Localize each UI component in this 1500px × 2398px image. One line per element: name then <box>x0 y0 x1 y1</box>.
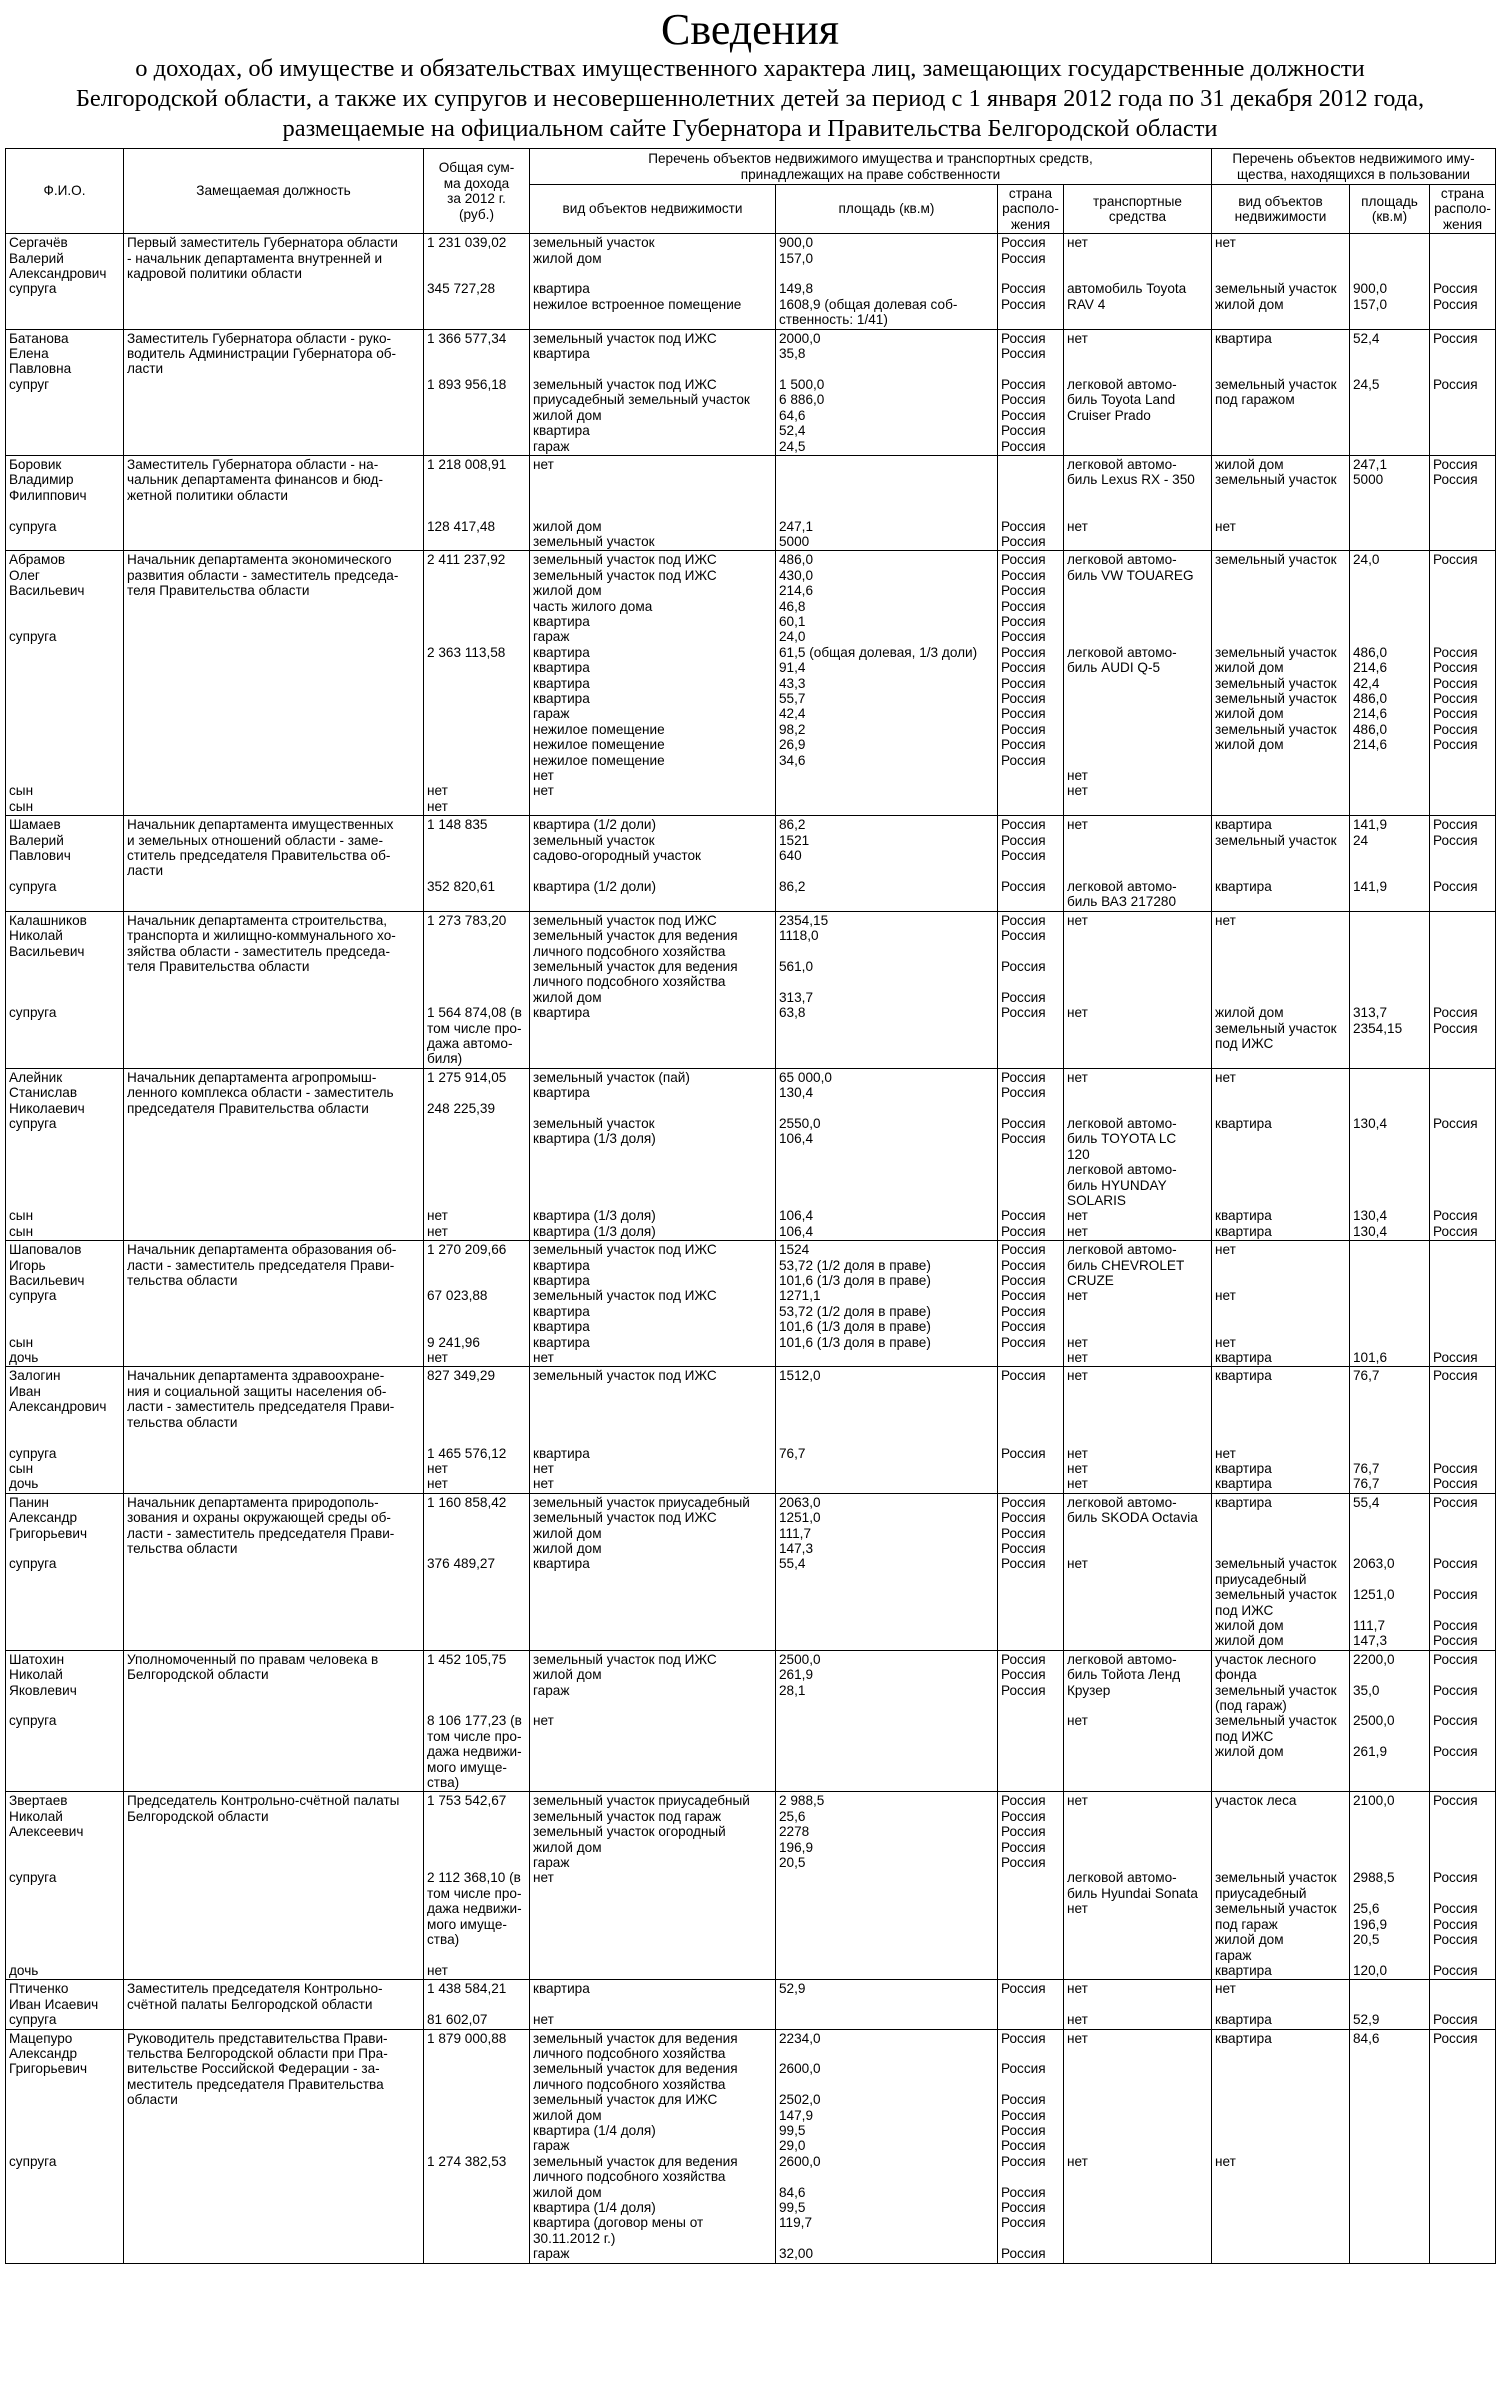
cell-owned-type: земельный участок под ИЖС квартира нет нет <box>530 1367 776 1493</box>
cell-used-area: 76,7 76,7 76,7 <box>1350 1367 1430 1493</box>
cell-position: Начальник департамента природополь- зования и охраны окружающей среды об- ласти - заместитель председателя Прави- тельства области <box>124 1493 424 1650</box>
cell-used-area: 52,4 24,5 <box>1350 329 1430 455</box>
cell-used-type: нет жилой дом земельный участок под ИЖС <box>1212 911 1350 1068</box>
cell-owned-country: Россия Россия Россия Россия <box>998 234 1064 329</box>
cell-used-country: Россия <box>1430 1241 1496 1367</box>
cell-fio: Батанова Елена Павловна супруг <box>6 329 124 455</box>
cell-income: 1 438 584,21 81 602,07 <box>424 1980 530 2029</box>
header-position: Замещаемая должность <box>124 149 424 234</box>
cell-used-country: Россия Россия <box>1430 329 1496 455</box>
cell-vehicles: нет нет нет нет <box>1064 1367 1212 1493</box>
cell-vehicles: нет нет <box>1064 1980 1212 2029</box>
cell-position: Начальник департамента экономического развития области - заместитель председа- теля Правительства области <box>124 551 424 816</box>
cell-owned-type: земельный участок приусадебный земельный участок под ИЖС жилой дом жилой дом квартира <box>530 1493 776 1650</box>
table-row <box>6 1493 1496 1650</box>
cell-owned-area: 2063,0 1251,0 111,7 147,3 55,4 <box>776 1493 998 1650</box>
subtitle-line-2: Белгородской области, а также их супругов и несовершеннолетних детей за период с 1 января 2012 года по 31 декабря 2012 года, <box>75 85 1425 112</box>
cell-used-area: 141,9 24 141,9 <box>1350 816 1430 911</box>
cell-used-area: 55,4 2063,0 1251,0 111,7 147,3 <box>1350 1493 1430 1650</box>
cell-position: Заместитель председателя Контрольно- счётной палаты Белгородской области <box>124 1980 424 2029</box>
cell-used-country: Россия Россия Россия <box>1430 816 1496 911</box>
cell-vehicles: легковой автомо- биль Тойота Ленд Крузер нет <box>1064 1650 1212 1792</box>
cell-owned-area: 2000,0 35,8 1 500,0 6 886,0 64,6 52,4 24,5 <box>776 329 998 455</box>
document-title: Сведения <box>660 5 840 54</box>
cell-owned-type: земельный участок приусадебный земельный участок под гараж земельный участок огородный жилой дом гараж нет <box>530 1792 776 1980</box>
cell-fio: Шаповалов Игорь Васильевич супруга сын дочь <box>6 1241 124 1367</box>
cell-used-area: 130,4 130,4 130,4 <box>1350 1068 1430 1240</box>
table-row <box>6 1792 1496 1980</box>
cell-income: 1 160 858,42 376 489,27 <box>424 1493 530 1650</box>
cell-position: Начальник департамента здравоохране- ния и социальной защиты населения об- ласти - заместитель председателя Прави- тельства области <box>124 1367 424 1493</box>
cell-used-type: квартира земельный участок под гаражом <box>1212 329 1350 455</box>
cell-used-area: 247,1 5000 <box>1350 455 1430 550</box>
cell-position: Заместитель Губернатора области - руко- водитель Администрации Губернатора об- ласти <box>124 329 424 455</box>
cell-owned-area: 2 988,5 25,6 2278 196,9 20,5 <box>776 1792 998 1980</box>
cell-position: Руководитель представительства Прави- тельства Белгородской области при Пра- вительстве Российской Федерации - за- меститель председателя Правительства области <box>124 2029 424 2263</box>
table-row <box>6 551 1496 816</box>
cell-fio: Боровик Владимир Филиппович супруга <box>6 455 124 550</box>
cell-used-type: нет квартира <box>1212 1980 1350 2029</box>
cell-owned-area: 1524 53,72 (1/2 доля в праве) 101,6 (1/3 доля в праве) 1271,1 53,72 (1/2 доля в праве) 101,6 (1/3 доля в праве) 101,6 (1/3 доля в праве) <box>776 1241 998 1367</box>
cell-fio: Мацепуро Александр Григорьевич супруга <box>6 2029 124 2263</box>
cell-vehicles: легковой автомо- биль SKODA Octavia нет <box>1064 1493 1212 1650</box>
cell-used-country: Россия <box>1430 1980 1496 2029</box>
cell-used-area: 2200,0 35,0 2500,0 261,9 <box>1350 1650 1430 1792</box>
cell-used-type: квартира нет <box>1212 2029 1350 2263</box>
cell-used-country: Россия Россия Россия <box>1430 1068 1496 1240</box>
table-row <box>6 1980 1496 2029</box>
cell-fio: Алейник Станислав Николаевич супруга сын сын <box>6 1068 124 1240</box>
cell-owned-country: Россия Россия <box>998 455 1064 550</box>
cell-income: 1 273 783,20 1 564 874,08 (в том числе про- дажа автомо- биля) <box>424 911 530 1068</box>
cell-income: 1 148 835 352 820,61 <box>424 816 530 911</box>
cell-position: Уполномоченный по правам человека в Белгородской области <box>124 1650 424 1792</box>
cell-owned-area: 2354,15 1118,0 561,0 313,7 63,8 <box>776 911 998 1068</box>
cell-owned-area: 2500,0 261,9 28,1 <box>776 1650 998 1792</box>
cell-owned-type: земельный участок для ведения личного подсобного хозяйства земельный участок для ведения личного подсобного хозяйства земельный участок для ИЖС жилой дом квартира (1/4 доля) гараж земельный участок для ведения личного подсобного хозяйства жилой дом квартира (1/4 доля) квартира (договор мены от 30.11.2012 г.) гараж <box>530 2029 776 2263</box>
table-row <box>6 234 1496 329</box>
cell-fio: Шатохин Николай Яковлевич супруга <box>6 1650 124 1792</box>
table-row <box>6 455 1496 550</box>
table-row <box>6 1068 1496 1240</box>
cell-fio: Звертаев Николай Алексеевич супруга дочь <box>6 1792 124 1980</box>
header-owned-country: страна располо- жения <box>998 185 1064 234</box>
table-row <box>6 816 1496 911</box>
cell-owned-country: Россия Россия Россия Россия Россия Россия Россия <box>998 1241 1064 1367</box>
cell-income: 827 349,29 1 465 576,12 нет нет <box>424 1367 530 1493</box>
cell-owned-country: Россия Россия Россия Россия Россия Россия Россия Россия Россия Россия Россия Россия Россия Россия <box>998 551 1064 816</box>
cell-position: Заместитель Губернатора области - на- чальник департамента финансов и бюд- жетной политики области <box>124 455 424 550</box>
table-row <box>6 911 1496 1068</box>
cell-used-type: квартира земельный участок квартира <box>1212 816 1350 911</box>
header-owned-group: Перечень объектов недвижимого имущества и транспортных средств, принадлежащих на праве собственности <box>530 149 1212 185</box>
cell-owned-country: Россия Россия Россия Россия Россия <box>998 911 1064 1068</box>
cell-income: 1 452 105,75 8 106 177,23 (в том числе про- дажа недвижи- мого имуще- ства) <box>424 1650 530 1792</box>
cell-vehicles: нет нет <box>1064 2029 1212 2263</box>
cell-owned-type: земельный участок (пай) квартира земельный участок квартира (1/3 доля) квартира (1/3 доля) квартира (1/3 доля) <box>530 1068 776 1240</box>
cell-fio: Птиченко Иван Исаевич супруга <box>6 1980 124 2029</box>
cell-position: Начальник департамента имущественных и земельных отношений области - заме- ститель председателя Правительства об- ласти <box>124 816 424 911</box>
cell-used-type: нет квартира квартира квартира <box>1212 1068 1350 1240</box>
cell-owned-type: квартира (1/2 доли) земельный участок садово-огородный участок квартира (1/2 доли) <box>530 816 776 911</box>
table-row <box>6 1650 1496 1792</box>
cell-vehicles: легковой автомо- биль Lexus RX - 350 нет <box>1064 455 1212 550</box>
cell-income: 1 231 039,02 345 727,28 <box>424 234 530 329</box>
table-header <box>6 149 1496 234</box>
cell-used-country: Россия Россия <box>1430 455 1496 550</box>
cell-used-area: 900,0 157,0 <box>1350 234 1430 329</box>
cell-vehicles: нет легковой автомо- биль Hyundai Sonata нет <box>1064 1792 1212 1980</box>
cell-used-area: 84,6 <box>1350 2029 1430 2263</box>
cell-income: 1 879 000,88 1 274 382,53 <box>424 2029 530 2263</box>
cell-vehicles: легковой автомо- биль CHEVROLET CRUZE нет нет нет <box>1064 1241 1212 1367</box>
cell-owned-country: Россия Россия Россия Россия Россия Россия Россия <box>998 329 1064 455</box>
table-row <box>6 1241 1496 1367</box>
cell-owned-area: 247,1 5000 <box>776 455 998 550</box>
cell-owned-country: Россия Россия Россия Россия Россия Россия <box>998 1068 1064 1240</box>
cell-owned-area: 52,9 <box>776 1980 998 2029</box>
cell-used-type: жилой дом земельный участок нет <box>1212 455 1350 550</box>
cell-position: Начальник департамента строительства, транспорта и жилищно-коммунального хо- зяйства области - заместитель председа- теля Правительства области <box>124 911 424 1068</box>
cell-used-country: Россия Россия Россия <box>1430 1367 1496 1493</box>
cell-used-country: Россия Россия <box>1430 234 1496 329</box>
cell-vehicles: нет автомобиль Toyota RAV 4 <box>1064 234 1212 329</box>
table-body <box>6 234 1496 2263</box>
cell-owned-country: Россия Россия Россия Россия Россия Россия Россия Россия Россия Россия Россия <box>998 2029 1064 2263</box>
table-row <box>6 329 1496 455</box>
cell-owned-type: нет жилой дом земельный участок <box>530 455 776 550</box>
cell-vehicles: нет легковой автомо- биль ВАЗ 217280 <box>1064 816 1212 911</box>
cell-owned-type: земельный участок под ИЖС квартира земельный участок под ИЖС приусадебный земельный участок жилой дом квартира гараж <box>530 329 776 455</box>
cell-income: 1 275 914,05 248 225,39 нет нет <box>424 1068 530 1240</box>
cell-used-country: Россия <box>1430 2029 1496 2263</box>
header-used-group: Перечень объектов недвижимого иму- щества, находящихся в пользовании <box>1212 149 1496 185</box>
cell-vehicles: нет нет <box>1064 911 1212 1068</box>
cell-used-country: Россия Россия Россия Россия Россия Россия <box>1430 1792 1496 1980</box>
cell-owned-country: Россия <box>998 1980 1064 2029</box>
cell-position: Начальник департамента образования об- ласти - заместитель председателя Прави- тельства области <box>124 1241 424 1367</box>
cell-used-type: нет земельный участок жилой дом <box>1212 234 1350 329</box>
cell-vehicles: нет легковой автомо- биль TOYOTA LC 120 легковой автомо- биль HYUNDAY SOLARIS нет нет <box>1064 1068 1212 1240</box>
subtitle-line-1: о доходах, об имуществе и обязательствах имущественного характера лиц, замещающих государственные должности <box>135 55 1365 82</box>
table-row <box>6 2029 1496 2263</box>
cell-fio: Панин Александр Григорьевич супруга <box>6 1493 124 1650</box>
cell-used-area: 24,0 486,0 214,6 42,4 486,0 214,6 486,0 214,6 <box>1350 551 1430 816</box>
cell-position: Председатель Контрольно-счётной палаты Белгородской области <box>124 1792 424 1980</box>
table-row <box>6 1367 1496 1493</box>
cell-used-area: 52,9 <box>1350 1980 1430 2029</box>
cell-owned-area: 900,0 157,0 149,8 1608,9 (общая долевая соб- ственность: 1/41) <box>776 234 998 329</box>
header-used-country: страна располо- жения <box>1430 185 1496 234</box>
cell-fio: Залогин Иван Александрович супруга сын дочь <box>6 1367 124 1493</box>
cell-owned-type: земельный участок под ИЖС земельный участок под ИЖС жилой дом часть жилого дома квартира гараж квартира квартира квартира квартира гараж нежилое помещение нежилое помещение нежилое помещение нет нет <box>530 551 776 816</box>
cell-used-area: 2100,0 2988,5 25,6 196,9 20,5 120,0 <box>1350 1792 1430 1980</box>
cell-used-type: квартира земельный участок приусадебный земельный участок под ИЖС жилой дом жилой дом <box>1212 1493 1350 1650</box>
cell-owned-country: Россия Россия Россия <box>998 1650 1064 1792</box>
cell-owned-type: квартира нет <box>530 1980 776 2029</box>
cell-owned-country: Россия Россия Россия Россия Россия <box>998 1493 1064 1650</box>
header-owned-area: площадь (кв.м) <box>776 185 998 234</box>
cell-vehicles: легковой автомо- биль VW TOUAREG легковой автомо- биль AUDI Q-5 нет нет <box>1064 551 1212 816</box>
document-header <box>0 0 1500 144</box>
header-fio: Ф.И.О. <box>6 149 124 234</box>
cell-position: Начальник департамента агропромыш- ленного комплекса области - заместитель председателя Правительства области <box>124 1068 424 1240</box>
cell-owned-area: 486,0 430,0 214,6 46,8 60,1 24,0 61,5 (общая долевая, 1/3 доли) 91,4 43,3 55,7 42,4 98,2 26,9 34,6 <box>776 551 998 816</box>
cell-used-type: земельный участок земельный участок жилой дом земельный участок земельный участок жилой дом земельный участок жилой дом <box>1212 551 1350 816</box>
cell-income: 2 411 237,92 2 363 113,58 нет нет <box>424 551 530 816</box>
cell-fio: Калашников Николай Васильевич супруга <box>6 911 124 1068</box>
cell-owned-area: 2234,0 2600,0 2502,0 147,9 99,5 29,0 2600,0 84,6 99,5 119,7 32,00 <box>776 2029 998 2263</box>
cell-owned-country: Россия Россия Россия Россия Россия <box>998 1792 1064 1980</box>
cell-position: Первый заместитель Губернатора области - начальник департамента внутренней и кадровой политики области <box>124 234 424 329</box>
cell-owned-area: 1512,0 76,7 <box>776 1367 998 1493</box>
cell-owned-type: земельный участок под ИЖС квартира квартира земельный участок под ИЖС квартира квартира квартира нет <box>530 1241 776 1367</box>
cell-owned-country: Россия Россия Россия Россия <box>998 816 1064 911</box>
cell-owned-type: земельный участок жилой дом квартира нежилое встроенное помещение <box>530 234 776 329</box>
subtitle-line-3: размещаемые на официальном сайте Губернатора и Правительства Белгородской области <box>282 115 1218 142</box>
header-used-area: площадь (кв.м) <box>1350 185 1430 234</box>
cell-income: 1 218 008,91 128 417,48 <box>424 455 530 550</box>
cell-income: 1 753 542,67 2 112 368,10 (в том числе про- дажа недвижи- мого имуще- ства) нет <box>424 1792 530 1980</box>
cell-used-country: Россия Россия <box>1430 911 1496 1068</box>
cell-owned-area: 86,2 1521 640 86,2 <box>776 816 998 911</box>
header-owned-type: вид объектов недвижимости <box>530 185 776 234</box>
cell-fio: Абрамов Олег Васильевич супруга сын сын <box>6 551 124 816</box>
cell-owned-type: земельный участок под ИЖС жилой дом гараж нет <box>530 1650 776 1792</box>
cell-fio: Шамаев Валерий Павлович супруга <box>6 816 124 911</box>
cell-owned-area: 65 000,0 130,4 2550,0 106,4 106,4 106,4 <box>776 1068 998 1240</box>
cell-used-country: Россия Россия Россия Россия Россия <box>1430 1493 1496 1650</box>
cell-vehicles: нет легковой автомо- биль Toyota Land Cruiser Prado <box>1064 329 1212 455</box>
cell-used-country: Россия Россия Россия Россия Россия Россия Россия Россия <box>1430 551 1496 816</box>
cell-income: 1 270 209,66 67 023,88 9 241,96 нет <box>424 1241 530 1367</box>
cell-used-area: 313,7 2354,15 <box>1350 911 1430 1068</box>
header-vehicles: транспортные средства <box>1064 185 1212 234</box>
cell-owned-type: земельный участок под ИЖС земельный участок для ведения личного подсобного хозяйства земельный участок для ведения личного подсобного хозяйства жилой дом квартира <box>530 911 776 1068</box>
cell-used-type: участок лесного фонда земельный участок (под гараж) земельный участок под ИЖС жилой дом <box>1212 1650 1350 1792</box>
declarations-table <box>5 148 1496 2264</box>
cell-used-area: 101,6 <box>1350 1241 1430 1367</box>
cell-used-country: Россия Россия Россия Россия <box>1430 1650 1496 1792</box>
cell-used-type: квартира нет квартира квартира <box>1212 1367 1350 1493</box>
header-used-type: вид объектов недвижимости <box>1212 185 1350 234</box>
cell-used-type: участок леса земельный участок приусадебный земельный участок под гараж жилой дом гараж квартира <box>1212 1792 1350 1980</box>
header-income: Общая сум- ма дохода за 2012 г. (руб.) <box>424 149 530 234</box>
cell-owned-country: Россия Россия <box>998 1367 1064 1493</box>
cell-income: 1 366 577,34 1 893 956,18 <box>424 329 530 455</box>
cell-fio: Сергачёв Валерий Александрович супруга <box>6 234 124 329</box>
cell-used-type: нет нет нет квартира <box>1212 1241 1350 1367</box>
